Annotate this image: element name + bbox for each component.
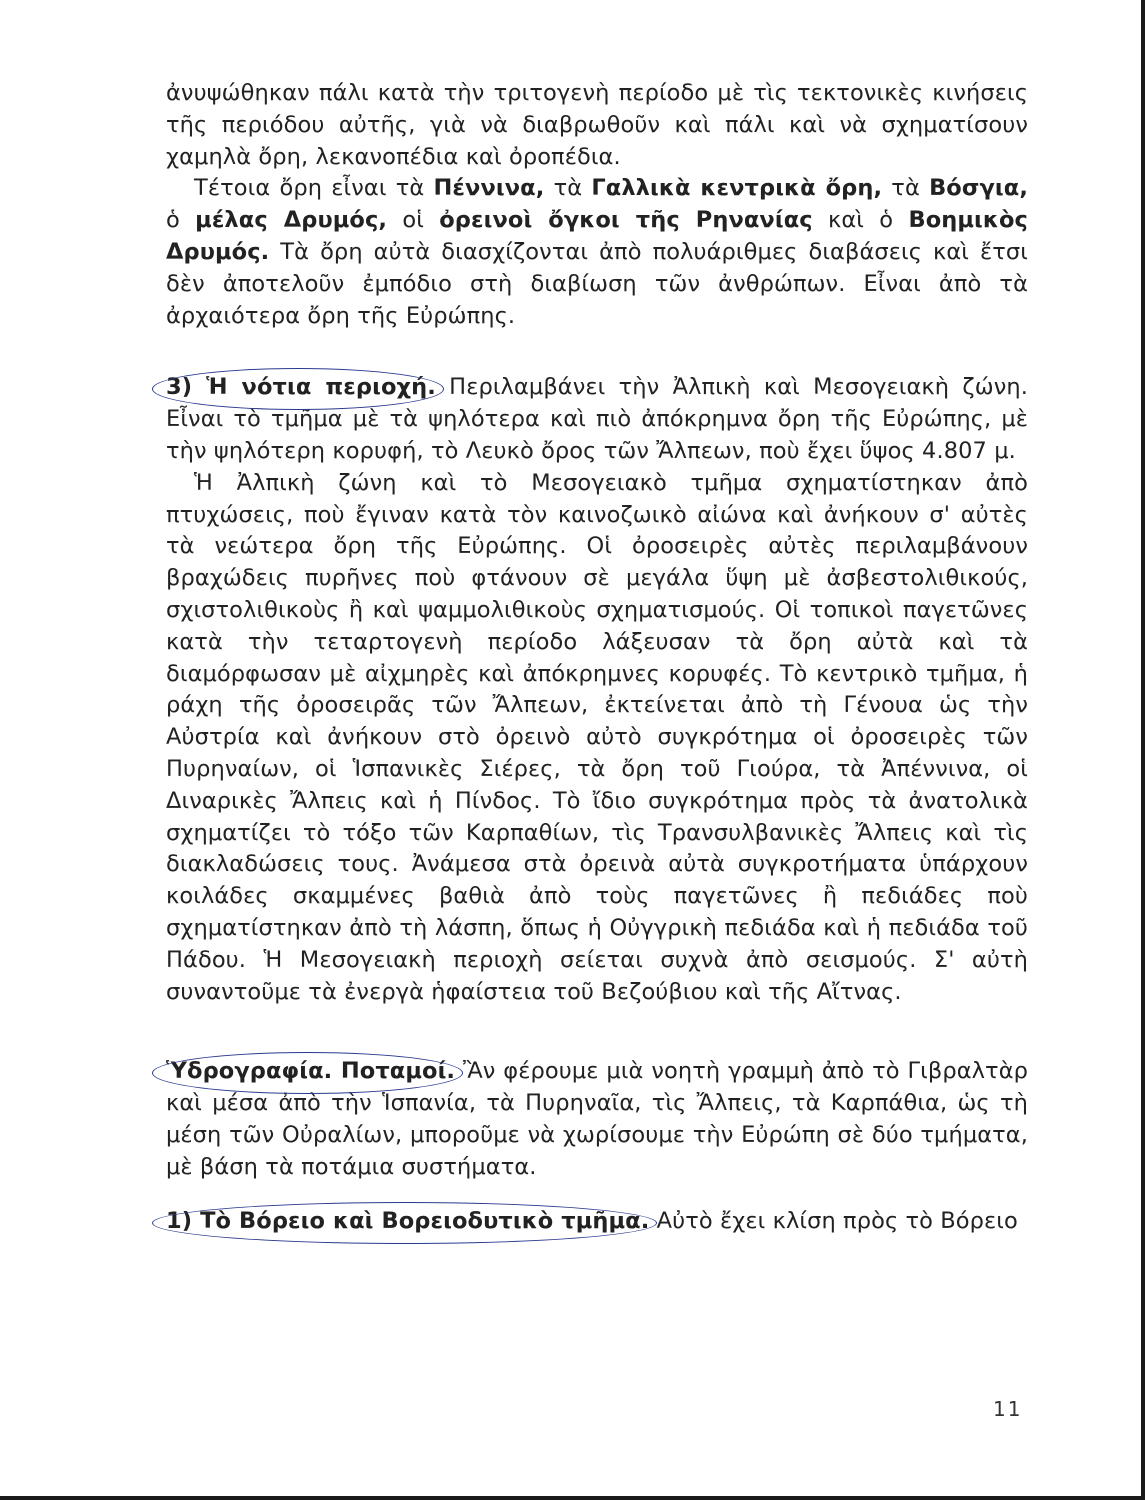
paragraph-1 — [166, 78, 1028, 173]
paragraph-4 — [166, 468, 1028, 1009]
text-run: τὰ — [882, 175, 930, 202]
text-run: ὁ — [166, 207, 196, 234]
text-run: οἱ — [387, 207, 440, 234]
bold-term: Βόσγια, — [929, 175, 1028, 202]
pen-oval-mark — [152, 368, 444, 410]
circled-heading: 3) Ἡ νότια περιοχή. — [166, 374, 436, 400]
paragraph-6-northern-section — [166, 1206, 1028, 1238]
text-run: Ἡ Ἀλπικὴ ζώνη καὶ τὸ Μεσογειακὸ τμῆμα σχηματίστηκαν ἀπὸ πτυχώσεις, ποὺ ἔγιναν κατὰ τὸν καινοζωικὸ αἰώνα καὶ ἀνήκουν σ' αὐτὲς τὰ νεώτερα ὄρη τῆς Εὐρώπης. Οἱ ὀροσειρὲς αὐτὲς περιλαμβάνουν βραχώδεις πυρῆνες ποὺ φτάνουν σὲ μεγάλα ὕψη μὲ ἀσβεστολιθικούς, σχιστολιθικοὺς ἢ καὶ ψαμμολιθικοὺς σχηματισμούς. Οἱ τοπικοὶ παγετῶνες κατὰ τὴν τεταρτογενὴ περίοδο λάξευσαν τὰ ὄρη αὐτὰ καὶ τὰ διαμόρφωσαν μὲ αἰχμηρὲς καὶ ἀπόκρημνες κορυφές. Τὸ κεντρικὸ τμῆμα, ἡ ράχη τῆς ὀροσειρᾶς τῶν Ἄλπεων, ἐκτείνεται ἀπὸ τὴ Γένουα ὡς τὴν Αὐστρία καὶ ἀνήκουν στὸ ὀρεινὸ αὐτὸ συγκρότημα οἱ ὀροσειρὲς τῶν Πυρηναίων, οἱ Ἱσπανικὲς Σιέρες, τὰ ὄρη τοῦ Γιούρα, τὰ Ἀπέννινα, οἱ Διναρικὲς Ἄλπεις καὶ ἡ Πίνδος. Τὸ ἴδιο συγκρότημα πρὸς τὰ ἀνατολικὰ σχηματίζει τὸ τόξο τῶν Καρπαθίων, τὶς Τρανσυλβανικὲς Ἄλπεις καὶ τὶς διακλαδώσεις τους. Ἀνάμεσα στὰ ὀρεινὰ αὐτὰ συγκροτήματα ὑπάρχουν κοιλάδες σκαμμένες βαθιὰ ἀπὸ τοὺς παγετῶνες ἢ πεδιάδες ποὺ σχηματίστηκαν ἀπὸ τὴ λάσπη, ὅπως ἡ Οὐγγρικὴ πεδιάδα καὶ ἡ πεδιάδα τοῦ Πάδου. Ἡ Μεσογειακὴ περιοχὴ σείεται συχνὰ ἀπὸ σεισμούς. Σ' αὐτὴ συναντοῦμε τὰ ἐνεργὰ ἡφαίστεια τοῦ Βεζούβιου καὶ τῆς Αἴτνας. — [166, 469, 1028, 1005]
text-run: καὶ ὁ — [812, 207, 909, 234]
bold-term: Βοημικὸς Δρυμός. — [166, 207, 1028, 265]
text-run: Τὰ ὄρη αὐτὰ διασχίζονται ἀπὸ πολυάριθμες διαβάσεις καὶ ἔτσι δὲν ἀποτελοῦν ἐμπόδιο στὴ διαβίωση τῶν ἀνθρώπων. Εἶναι ἀπὸ τὰ ἀρχαιότερα ὄρη τῆς Εὐρώπης. — [166, 238, 1028, 329]
paragraph-2 — [166, 173, 1028, 332]
circled-heading: Ὑδρογραφία. Ποταμοί. — [166, 1058, 455, 1084]
page-body — [166, 78, 1028, 1237]
text-run: Ἂν φέρουμε μιὰ νοητὴ γραμμὴ ἀπὸ τὸ Γιβραλτὰρ καὶ μέσα ἀπὸ τὴν Ἱσπανία, τὰ Πυρηναῖα, τὶς Ἄλπεις, τὰ Καρπάθια, ὡς τὴ μέση τῶν Οὐραλίων, μποροῦμε νὰ χωρίσουμε τὴν Εὐρώπη σὲ δύο τμήματα, μὲ βάση τὰ ποτάμια συστήματα. — [166, 1058, 1029, 1180]
pen-oval-mark — [152, 1202, 657, 1244]
bold-term: μέλας Δρυμός, — [195, 207, 388, 234]
text-run: Τέτοια ὄρη εἶναι τὰ — [194, 175, 434, 202]
pen-oval-mark — [152, 1052, 463, 1094]
paragraph-3-section-southern-region — [166, 372, 1028, 467]
paragraph-5-hydrography — [166, 1056, 1028, 1183]
page-number: 11 — [993, 1397, 1023, 1421]
text-run: Αὐτὸ ἔχει κλίση πρὸς τὸ Βόρειο — [649, 1207, 1018, 1234]
text-run: τὰ — [544, 175, 592, 202]
text-run: ἀνυψώθηκαν πάλι κατὰ τὴν τριτογενὴ περίοδο μὲ τὶς τεκτονικὲς κινήσεις τῆς περιόδου αὐτῆς, γιὰ νὰ διαβρωθοῦν καὶ πάλι καὶ νὰ σχηματίσουν χαμηλὰ ὄρη, λεκανοπέδια καὶ ὀροπέδια. — [166, 80, 1028, 170]
text-run: Περιλαμβάνει τὴν Ἀλπικὴ καὶ Μεσογειακὴ ζώνη. Εἶναι τὸ τμῆμα μὲ τὰ ψηλότερα καὶ πιὸ ἀπόκρημνα ὄρη τῆς Εὐρώπης, μὲ τὴν ψηλότερη κορυφή, τὸ Λευκὸ ὄρος τῶν Ἄλπεων, ποὺ ἔχει ὕψος 4.807 μ. — [166, 374, 1028, 464]
bold-term: Πέννινα, — [433, 175, 545, 202]
bold-term: ὀρεινοὶ ὄγκοι τῆς Ρηνανίας — [439, 207, 813, 234]
bold-term: Γαλλικὰ κεντρικὰ ὄρη, — [591, 175, 883, 202]
circled-heading: 1) Τὸ Βόρειο καὶ Βορειοδυτικὸ τμῆμα. — [166, 1208, 649, 1234]
